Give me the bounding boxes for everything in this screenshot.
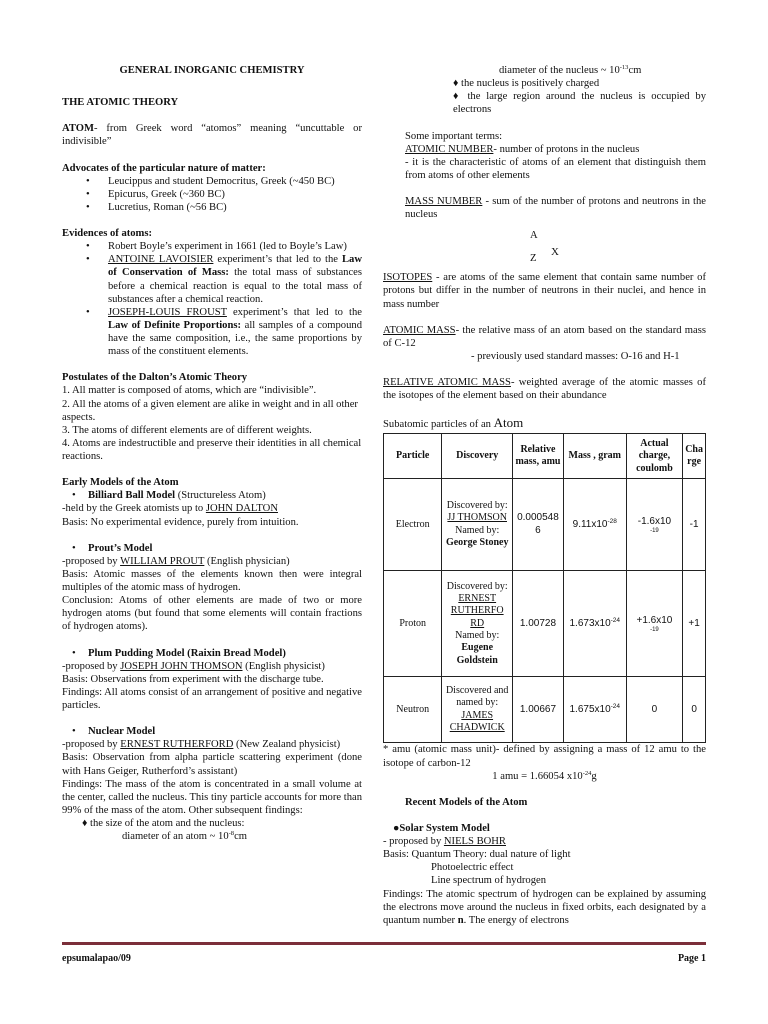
person-name: JAMES CHADWICK <box>449 709 505 734</box>
nuclide-symbol <box>383 221 706 265</box>
column-header: Particle <box>384 434 442 479</box>
model-title: ●Solar System Model <box>393 822 490 834</box>
term-atomic-mass: ATOMIC MASS- the relative mass of an atom based on the standard mass of C-12 <box>383 324 706 349</box>
subatomic-particles-table <box>383 433 706 743</box>
person-name: ERNEST RUTHERFORD <box>120 739 234 751</box>
charge-cell: 0 <box>683 677 706 743</box>
discovery-cell: Discovered by: ERNEST RUTHERFO RD Named by: Eugene Goldstein <box>442 571 513 677</box>
model-text: -proposed by JOSEPH JOHN THOMSON (English physicist) <box>62 660 325 672</box>
column-header: Mass , gram <box>563 434 626 479</box>
postulate: 2. All the atoms of a given element are alike in weight and in all other aspects. <box>62 398 358 423</box>
charge-cell: +1 <box>683 571 706 677</box>
model-text: ♦ the large region around the nucleus is occupied by electrons <box>453 91 706 116</box>
mass-cell: $1.675x10^{-24}$ <box>563 677 626 743</box>
person-name: NIELS BOHR <box>443 836 506 847</box>
model-title: • Nuclear Model <box>72 726 156 738</box>
model-text: -held by the Greek atomists up to JOHN DALTON <box>62 503 278 515</box>
model-text: Basis: Observation from alpha particle scattering experiment (done with Hans Geiger, Rutherford’s assistant) <box>62 752 362 777</box>
table-header-row <box>384 434 706 479</box>
column-header: Relative mass, amu <box>513 434 564 479</box>
footer-author: epsumalapao/09 <box>62 953 131 964</box>
page-number: Page 1 <box>677 953 706 964</box>
bullet-icon: • <box>86 241 90 253</box>
list-item: • JOSEPH-LOUIS FROUST experiment’s that led to the Law of Definite Proportions: all samples of a compound have the same composition, i.e., the same proportions by mass of the constituent elements. <box>86 306 362 358</box>
model-text: Line spectrum of hydrogen <box>431 875 547 887</box>
term-mass-number: MASS NUMBER - sum of the number of protons and neutrons in the nucleus <box>405 196 707 221</box>
particle-cell: Electron <box>384 479 442 571</box>
person-name: WILLIAM PROUT <box>120 555 205 567</box>
bullet-icon: • <box>72 490 76 502</box>
particle-cell: Neutron <box>384 677 442 743</box>
person-name: JOSEPH-LOUIS FROUST <box>108 306 227 318</box>
bullet-icon: • <box>86 188 90 200</box>
list-item: • Epicurus, Greek (~360 BC) <box>86 188 225 200</box>
mass-number-label: A <box>530 230 538 242</box>
particle-cell: Proton <box>384 571 442 677</box>
bullet-icon: • <box>86 306 90 318</box>
term-isotopes: ISOTOPES - are atoms of the same element that contain same number of protons but differ in the number of neutrons in their nuclei, and hence in mass number <box>383 272 706 310</box>
person-name: JOSEPH JOHN THOMSON <box>120 660 243 672</box>
model-text: Findings: The atomic spectrum of hydrogen can be explained by assuming the electrons move around the nucleus in fixed orbits, each designated by a quantum number n. The energy of electrons <box>383 888 706 926</box>
column-header: Discovery <box>442 434 513 479</box>
model-text: Basis: No experimental evidence, purely from intuition. <box>62 516 299 528</box>
actual-charge-cell: 0 <box>626 677 683 743</box>
column-header: Actual charge, coulomb <box>626 434 683 479</box>
left-column <box>62 64 362 843</box>
atom-term: ATOM <box>62 123 94 135</box>
bullet-icon: • <box>72 726 76 738</box>
evidences-heading: Evidences of atoms: <box>62 228 153 239</box>
early-models-heading: Early Models of the Atom <box>62 477 179 489</box>
model-text: -proposed by WILLIAM PROUT (English physician) <box>62 555 290 567</box>
list-item: • Robert Boyle’s experiment in 1661 (led to Boyle’s Law) <box>86 241 347 253</box>
advocates-heading: Advocates of the particular nature of matter: <box>62 162 266 174</box>
bullet-icon: • <box>72 647 76 659</box>
section-heading-atomic-theory: THE ATOMIC THEORY <box>62 97 179 109</box>
table-row <box>384 677 706 743</box>
postulates-heading: Postulates of the Dalton’s Atomic Theory <box>62 372 248 384</box>
term-note: - it is the characteristic of atoms of an element that distinguish them from atoms of other elements <box>405 156 706 181</box>
postulate: 1. All matter is composed of atoms, which are “indivisible”. <box>62 385 317 397</box>
postulate: 4. Atoms are indestructible and preserve their identities in all chemical reactions. <box>62 437 362 462</box>
charge-cell: -1 <box>683 479 706 571</box>
person-name: ANTOINE LAVOISIER <box>108 254 214 266</box>
relative-mass-cell: 1.00728 <box>513 571 564 677</box>
bullet-icon: • <box>86 254 90 266</box>
document-title: GENERAL INORGANIC CHEMISTRY <box>119 65 305 76</box>
table-caption: Subatomic particles of an Atom <box>383 415 524 431</box>
actual-charge-cell: -1.6x10 -19 <box>626 479 683 571</box>
model-text: Findings: The mass of the atom is concentrated in a small volume at the center, called the nucleus. This tiny particle accounts for more than 99% of the mass of the atom. Other subsequent findings: <box>62 778 362 816</box>
actual-charge-cell: +1.6x10 -19 <box>626 571 683 677</box>
discovery-cell: Discovered and named by: JAMES CHADWICK <box>442 677 513 743</box>
model-text: Basis: Atomic masses of the elements known then were integral multiples of the atomic mass of hydrogen. <box>62 568 362 593</box>
mass-cell: $1.673x10^{-24}$ <box>563 571 626 677</box>
list-item: • Lucretius, Roman (~56 BC) <box>86 201 227 213</box>
bullet-icon: • <box>86 201 90 213</box>
term-atomic-number: ATOMIC NUMBER- number of protons in the nucleus <box>405 143 640 155</box>
person-name: ERNEST RUTHERFO RD <box>450 592 504 629</box>
atom-definition: ATOM- from Greek word “atomos” meaning “uncuttable or indivisible” <box>62 123 362 148</box>
terms-heading: Some important terms: <box>405 130 503 142</box>
model-text: Basis: Quantum Theory: dual nature of light <box>383 849 571 861</box>
right-column <box>383 64 706 927</box>
model-title: • Plum Pudding Model (Raixin Bread Model) <box>72 647 286 659</box>
term-relative-atomic-mass: RELATIVE ATOMIC MASS- weighted average of the atomic masses of the isotopes of the element based on their abundance <box>383 377 706 402</box>
element-symbol: X <box>551 246 559 259</box>
discovery-cell: Discovered by: JJ THOMSON Named by: George Stoney <box>442 479 513 571</box>
model-text: -proposed by ERNEST RUTHERFORD (New Zealand physicist) <box>62 739 341 751</box>
model-text: Basis: Observations from experiment with the discharge tube. <box>62 673 324 685</box>
person-name: JJ THOMSON <box>447 512 507 524</box>
atomic-number-label: Z <box>530 253 537 265</box>
postulate: 3. The atoms of different elements are of different weights. <box>62 424 312 436</box>
relative-mass-cell: 1.00667 <box>513 677 564 743</box>
list-item: • Leucippus and student Democritus, Greek (~450 BC) <box>86 175 335 187</box>
footer-rule <box>62 942 706 945</box>
relative-mass-cell: 0.000548 6 <box>513 479 564 571</box>
recent-models-heading: Recent Models of the Atom <box>405 796 528 808</box>
person-name: JOHN DALTON <box>205 503 278 515</box>
amu-equation: 1 amu = 1.66054 $x10^{-24}g$ <box>492 769 597 782</box>
model-text: - proposed by NIELS BOHR <box>383 836 506 847</box>
column-header: Cha rge <box>683 434 706 479</box>
table-row <box>384 571 706 677</box>
model-title: • Billiard Ball Model (Structureless Atom) <box>72 490 266 502</box>
model-text: Photoelectric effect <box>431 862 514 874</box>
bullet-icon: • <box>86 175 90 187</box>
bullet-icon: • <box>72 542 76 554</box>
model-text: diameter of the nucleus ~ $10^{-13}cm$ <box>499 64 642 76</box>
table-row <box>384 479 706 571</box>
model-title: • Prout’s Model <box>72 542 153 554</box>
model-text: Findings: All atoms consist of an arrangement of positive and negative particles. <box>62 686 362 711</box>
model-text: ♦ the nucleus is positively charged <box>453 78 600 90</box>
term-note: - previously used standard masses: O-16 and H-1 <box>471 350 680 362</box>
model-text: ♦ the size of the atom and the nucleus: <box>82 818 245 829</box>
model-text: Conclusion: Atoms of other elements are made of two or more hydrogen atoms (but found that some elements will contain fractions of hydrogen atoms). <box>62 595 362 633</box>
model-text: diameter of an atom ~ $10^{-8}cm$ <box>122 830 248 843</box>
mass-cell: $9.11x10^{-28}$ <box>563 479 626 571</box>
list-item: • ANTOINE LAVOISIER experiment’s that led to the Law of Conservation of Mass: the total mass of substances before a chemical reaction is equal to the total mass of substances after a chemical reaction. <box>86 254 362 305</box>
amu-note: * amu (atomic mass unit)- defined by assigning a mass of 12 amu to the isotope of carbon-12 <box>383 744 706 769</box>
